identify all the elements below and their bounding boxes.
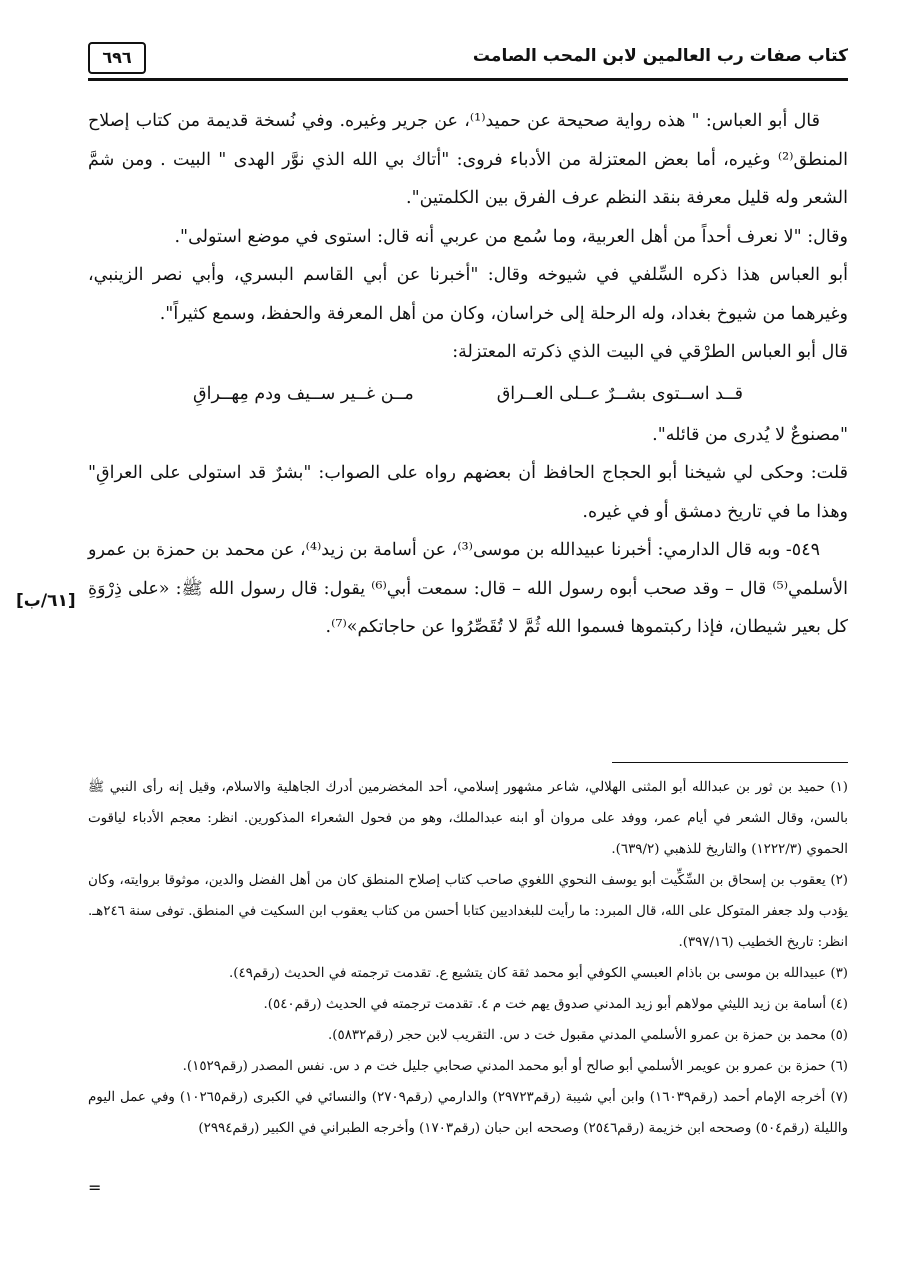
footnote-3: (٣) عبيدالله بن موسى بن باذام العبسي الكوفي أبو محمد ثقة كان يتشيع ع. تقدمت ترجمته في الحديث (رقم٤٩). bbox=[228, 966, 848, 981]
footnote-2: (٢) يعقوب بن إسحاق بن السِّكِّيت أبو يوسف النحوي اللغوي صاحب كتاب إصلاح المنطق كان من أهل الفضل والدين، موثوقا بروايته، وكان يؤدب ولد جعفر المتوكل على الله، قال المبرد: ما رأيت للبغداديين كتابا أحسن من كتاب يعقوب ابن السكيت في المنطق. توفى سنة ٢٤٦هـ. انظر: تاريخ الخطيب (٣٩٧/١٦). bbox=[88, 873, 848, 950]
manuscript-folio-reference: [٦١/ب] bbox=[16, 591, 76, 611]
poetry-verse bbox=[88, 372, 848, 416]
footnote-6: (٦) حمزة بن عمرو بن عويمر الأسلمي أبو صالح أو أبو محمد المدني صحابي جليل خت م د س. نفس المصدر (رقم١٥٢٩). bbox=[182, 1059, 848, 1074]
hadith-549: ٥٤٩- وبه قال الدارمي: أخبرنا عبيدالله بن موسى⁽³⁾، عن أسامة بن زيد⁽⁴⁾، عن محمد بن حمزة بن عمرو الأسلمي⁽⁵⁾ قال – وقد صحب أبوه رسول الله – قال: سمعت أبي⁽⁶⁾ يقول: قال رسول الله ﷺ: «على ذِرْوَةِ كل بعير شيطان، فإذا ركبتموها فسموا الله ثُمَّ لا تُقَصِّرُوا عن حاجاتكم»⁽⁷⁾. bbox=[88, 540, 848, 637]
footnote-1: (١) حميد بن ثور بن عبدالله أبو المثنى الهلالي، شاعر مشهور إسلامي، أحد المخضرمين أدرك الجاهلية والاسلام، وقيل إنه رأى النبي ﷺ بالسن، وقال الشعر في أيام عمر، ووفد على مروان أو ابنه عبدالملك، وهو من فحول الشعراء المذكورين. انظر: معجم الأدباء لياقوت الحموي (١٢٢٢/٣) والتاريخ للذهبي (٦٣٩/٢). bbox=[88, 780, 848, 857]
paragraph-silafi: أبو العباس هذا ذكره السِّلفي في شيوخه وقال: "أخبرنا عن أبي القاسم البسري، وأبي نصر الزينبي، وغيرهما من شيوخ بغداد، وله الرحلة إلى خراسان، وكان من أهل المعرفة والحفظ، وسمع كثيراً". bbox=[88, 265, 848, 324]
paragraph-verse-intro: قال أبو العباس الطرْقي في البيت الذي ذكرته المعتزلة: bbox=[452, 342, 848, 362]
main-text bbox=[88, 102, 848, 647]
book-title: كتاب صفات رب العالمين لابن المحب الصامت bbox=[472, 46, 848, 66]
paragraph-abu-hajjaj: قلت: وحكى لي شيخنا أبو الحجاج الحافظ أن بعضهم رواه على الصواب: "بشرٌ قد استولى على العراقِ" وهذا ما في تاريخ دمشق أو في غيره. bbox=[88, 463, 848, 522]
paragraph-istawa: وقال: "لا نعرف أحداً من أهل العربية، وما سُمع من عربي أنه قال: استوى في موضع استولى". bbox=[174, 226, 848, 247]
paragraph-fabricated: "مصنوعٌ لا يُدرى من قائله". bbox=[652, 424, 848, 445]
verse-first-hemistich: قــد اســتوى بشــرٌ عــلى العــراق bbox=[496, 383, 743, 404]
verse-second-hemistich: مــن غــير ســيف ودم مِهــراقِ bbox=[193, 383, 414, 404]
header-divider bbox=[88, 78, 848, 81]
footnotes bbox=[88, 772, 848, 1144]
footnote-divider bbox=[612, 762, 848, 763]
footnote-4: (٤) أسامة بن زيد الليثي مولاهم أبو زيد المدني صدوق يهم خت م ٤. تقدمت ترجمته في الحديث (رقم٥٤٠). bbox=[263, 997, 848, 1012]
page-number: ٦٩٦ bbox=[88, 42, 146, 74]
footnote-5: (٥) محمد بن حمزة بن عمرو الأسلمي المدني مقبول خت د س. التقريب لابن حجر (رقم٥٨٣٢). bbox=[328, 1028, 848, 1043]
continuation-mark: = bbox=[88, 1178, 102, 1197]
paragraph-abu-abbas-quote: قال أبو العباس: " هذه رواية صحيحة عن حميد⁽¹⁾، عن جرير وغيره. وفي نُسخة قديمة من كتاب إصلاح المنطق⁽²⁾ وغيره، أما بعض المعتزلة من الأدباء فروى: "أتاك بي الله الذي نوَّر الهدى " البيت . ومن شمَّ الشعر وله قليل معرفة بنقد النظم عرف الفرق بين الكلمتين". bbox=[88, 111, 848, 208]
footnote-7: (٧) أخرجه الإمام أحمد (رقم١٦٠٣٩) وابن أبي شيبة (رقم٢٩٧٢٣) والدارمي (رقم٢٧٠٩) والنسائي في الكبرى (رقم١٠٢٦٥) وفي عمل اليوم والليلة (رقم٥٠٤) وصححه ابن خزيمة (رقم٢٥٤٦) وصححه ابن حبان (رقم١٧٠٣) وأخرجه الطبراني في الكبير (رقم٢٩٩٤) bbox=[88, 1090, 848, 1136]
page-header bbox=[88, 42, 848, 78]
